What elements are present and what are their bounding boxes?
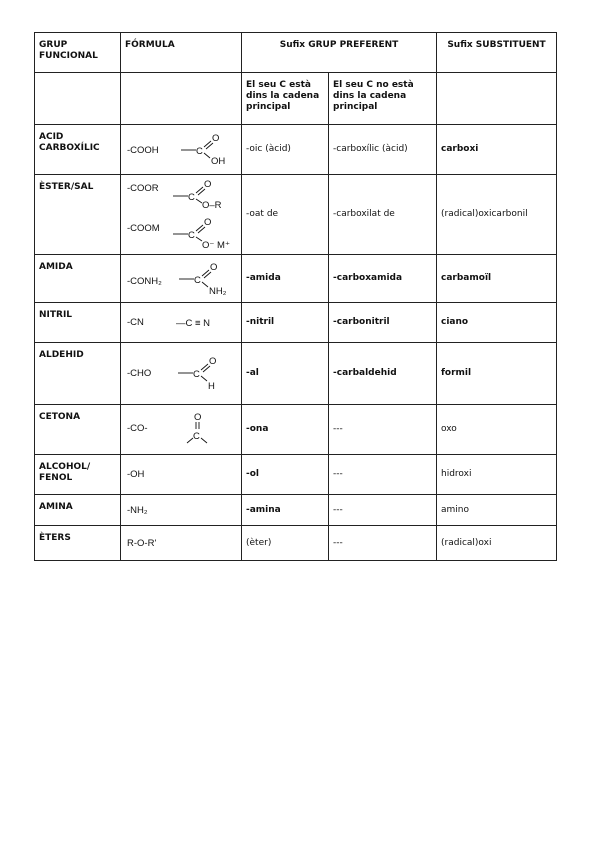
group-name: NITRIL (35, 303, 121, 343)
suffix-substituent: (radical)oxicarbonil (437, 175, 557, 255)
suffix-not-in-chain: --- (329, 405, 437, 455)
functional-groups-table (34, 32, 557, 561)
svg-text:O: O (212, 133, 220, 144)
svg-text:O: O (204, 217, 212, 228)
table-row (35, 455, 557, 495)
suffix-in-chain: -al (242, 343, 329, 405)
suffix-in-chain: -ol (242, 455, 329, 495)
formula-text: -CO- (127, 423, 148, 434)
table-row (35, 343, 557, 405)
formula-text: -COOH (127, 145, 159, 156)
group-name: CETONA (35, 405, 121, 455)
svg-text:C: C (188, 230, 195, 241)
suffix-substituent: formil (437, 343, 557, 405)
carboxylate-salt-structure (171, 215, 241, 253)
subheader-empty-3 (437, 73, 557, 125)
header-formula: FÓRMULA (121, 33, 242, 73)
suffix-not-in-chain: -carboxilat de (329, 175, 437, 255)
formula-text: -CHO (127, 368, 152, 379)
formula-cell (121, 405, 242, 455)
subheader-row (35, 73, 557, 125)
svg-text:C: C (193, 369, 200, 380)
subheader-not-in-chain: El seu C no està dins la cadena principal (329, 73, 437, 125)
suffix-substituent: ciano (437, 303, 557, 343)
svg-text:O–R: O–R (202, 200, 222, 211)
formula-cell (121, 125, 242, 175)
suffix-in-chain: -amida (242, 255, 329, 303)
suffix-not-in-chain: --- (329, 526, 437, 561)
aldehyde-structure (176, 354, 236, 394)
suffix-not-in-chain: --- (329, 455, 437, 495)
carboxyl-structure (179, 131, 239, 171)
header-grup: GRUP FUNCIONAL (35, 33, 121, 73)
svg-text:NH₂: NH₂ (209, 286, 227, 297)
table-row (35, 255, 557, 303)
svg-text:OH: OH (211, 156, 226, 167)
formula-cell (121, 343, 242, 405)
svg-text:—C ≡ N: —C ≡ N (176, 318, 211, 329)
suffix-substituent: oxo (437, 405, 557, 455)
svg-text:C: C (193, 431, 200, 442)
svg-text:C: C (188, 192, 195, 203)
formula-cell (121, 455, 242, 495)
suffix-in-chain: -oic (àcid) (242, 125, 329, 175)
header-row (35, 33, 557, 73)
suffix-not-in-chain: -carbonitril (329, 303, 437, 343)
svg-text:H: H (208, 381, 215, 392)
formula-text: -NH₂ (127, 505, 148, 516)
group-name: AMINA (35, 495, 121, 526)
suffix-in-chain: (èter) (242, 526, 329, 561)
suffix-in-chain: -ona (242, 405, 329, 455)
suffix-substituent: carboxi (437, 125, 557, 175)
suffix-in-chain: -nitril (242, 303, 329, 343)
suffix-not-in-chain: --- (329, 495, 437, 526)
formula-text: -OH (127, 469, 145, 480)
formula-cell (121, 526, 242, 561)
formula-text: R-O-R' (127, 538, 157, 549)
formula-text: -COOR (127, 183, 159, 194)
svg-text:O: O (204, 179, 212, 190)
ketone-structure (183, 409, 223, 451)
formula-text: -CONH₂ (127, 276, 162, 287)
svg-text:C: C (196, 146, 203, 157)
formula-cell (121, 255, 242, 303)
formula-text: -CN (127, 317, 144, 328)
table-row (35, 125, 557, 175)
header-sufix-substituent: Sufix SUBSTITUENT (437, 33, 557, 73)
group-name: ACID CARBOXÍLIC (35, 125, 121, 175)
formula-cell (121, 495, 242, 526)
suffix-in-chain: -oat de (242, 175, 329, 255)
suffix-substituent: (radical)oxi (437, 526, 557, 561)
suffix-substituent: amino (437, 495, 557, 526)
amide-structure (177, 260, 239, 300)
ester-structure (171, 177, 241, 213)
group-name: ALDEHID (35, 343, 121, 405)
formula-text-2: -COOM (127, 223, 160, 234)
group-name: AMIDA (35, 255, 121, 303)
svg-text:C: C (194, 275, 201, 286)
svg-text:O: O (209, 356, 217, 367)
subheader-in-chain: El seu C està dins la cadena principal (242, 73, 329, 125)
nitrile-structure (176, 311, 236, 333)
formula-cell (121, 175, 242, 255)
suffix-not-in-chain: -carbaldehid (329, 343, 437, 405)
group-name: ÈSTER/SAL (35, 175, 121, 255)
header-sufix-preferent: Sufix GRUP PREFERENT (242, 33, 437, 73)
suffix-in-chain: -amina (242, 495, 329, 526)
group-name: ALCOHOL/ FENOL (35, 455, 121, 495)
svg-text:O⁻ M⁺: O⁻ M⁺ (202, 240, 230, 251)
suffix-substituent: hidroxi (437, 455, 557, 495)
group-name: ÈTERS (35, 526, 121, 561)
suffix-substituent: carbamoïl (437, 255, 557, 303)
table-row (35, 526, 557, 561)
formula-cell (121, 303, 242, 343)
svg-text:O: O (194, 412, 202, 423)
suffix-not-in-chain: -carboxílic (àcid) (329, 125, 437, 175)
table-row (35, 405, 557, 455)
subheader-empty-1 (35, 73, 121, 125)
svg-text:O: O (210, 262, 218, 273)
table-row (35, 495, 557, 526)
subheader-empty-2 (121, 73, 242, 125)
suffix-not-in-chain: -carboxamida (329, 255, 437, 303)
table-row (35, 175, 557, 255)
table-row (35, 303, 557, 343)
